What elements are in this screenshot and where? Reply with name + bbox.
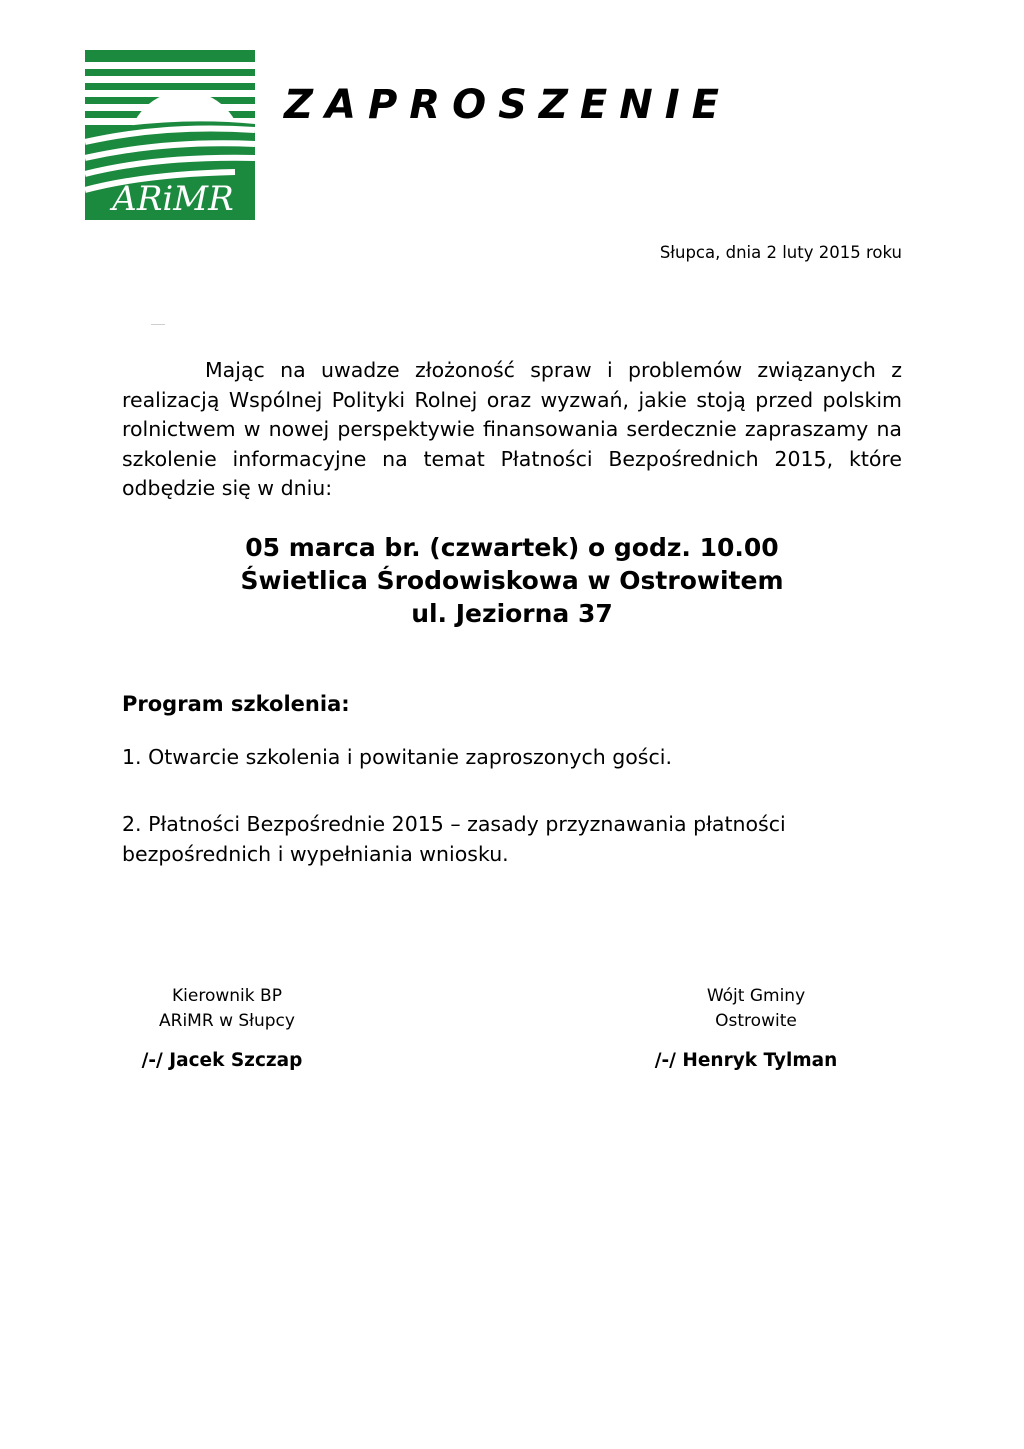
signature-title: Ostrowite	[715, 1011, 797, 1031]
document-title: ZAPROSZENIE	[284, 82, 731, 128]
signature-title: Kierownik BP	[172, 986, 282, 1006]
event-venue: Świetlica Środowiskowa w Ostrowitem	[240, 566, 784, 595]
event-details	[0, 531, 1024, 630]
program-item: 1. Otwarcie szkolenia i powitanie zaproszonych gości.	[122, 745, 672, 769]
arimr-logo	[85, 50, 255, 220]
signature-title: ARiMR w Słupcy	[159, 1011, 295, 1031]
program-heading: Program szkolenia:	[122, 692, 350, 716]
signature-left	[117, 984, 337, 1073]
signature-name: /-/ Jacek Szczap	[141, 1050, 303, 1071]
svg-text:ARiMR: ARiMR	[112, 179, 234, 219]
signature-title: Wójt Gminy	[706, 986, 806, 1006]
divider	[151, 324, 165, 325]
event-date-time: 05 marca br. (czwartek) o godz. 10.00	[245, 533, 779, 562]
event-address: ul. Jeziorna 37	[411, 599, 613, 628]
intro-paragraph: Mając na uwadze złożoność spraw i problemów związanych z realizacją Wspólnej Polityki Rolnej oraz wyzwań, jakie stoją przed polskim rolnictwem w nowej perspektywie finansowania serdecznie zapraszamy na szkolenie informacyjne na temat Płatności Bezpośrednich 2015, które odbędzie się w dniu:	[122, 358, 902, 500]
program-item: 2. Płatności Bezpośrednie 2015 – zasady przyznawania płatności bezpośrednich i wypełniania wniosku.	[122, 812, 786, 866]
signature-name: /-/ Henryk Tylman	[654, 1050, 838, 1071]
date-line: Słupca, dnia 2 luty 2015 roku	[659, 243, 902, 262]
signature-right	[646, 984, 866, 1073]
arimr-logo-graphic	[85, 50, 255, 220]
